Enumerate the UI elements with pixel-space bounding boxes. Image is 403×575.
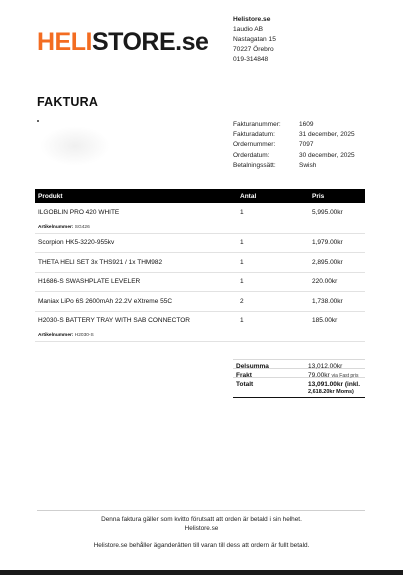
total-row bbox=[233, 378, 365, 398]
company-line-1: 1audio AB bbox=[233, 26, 264, 33]
item-qty: 1 bbox=[237, 253, 309, 273]
meta-value: 7097 bbox=[299, 141, 314, 149]
meta-label: Orderdatum: bbox=[233, 151, 270, 159]
table-row bbox=[35, 203, 365, 222]
shipping-method: via Fast pris bbox=[331, 373, 359, 379]
subtotal-label: Delsumma bbox=[236, 363, 269, 370]
item-product: Maniax LiPo 6S 2600mAh 22.2V eXtreme 55C bbox=[35, 292, 237, 312]
logo-heli: HELI bbox=[37, 28, 92, 56]
footer-line-1: Denna faktura gäller som kvitto förutsatt att orden är betald i sin helhet. bbox=[101, 516, 302, 523]
total-vat: 2,618.20kr Moms) bbox=[308, 389, 354, 395]
bottom-edge bbox=[0, 570, 403, 575]
address-marker bbox=[37, 120, 39, 122]
item-price: 1,738.00kr bbox=[309, 292, 365, 312]
meta-value: Swish bbox=[299, 161, 317, 169]
item-product: H2030-S BATTERY TRAY WITH SAB CONNECTOR bbox=[38, 317, 190, 325]
sku-value: SG426 bbox=[74, 224, 90, 230]
meta-value: 31 december, 2025 bbox=[299, 131, 355, 139]
footer-line-2: Helistore.se bbox=[184, 525, 219, 532]
meta-row bbox=[233, 140, 355, 150]
sku-label: Artikelnummer: bbox=[38, 333, 74, 338]
company-name: Helistore.se bbox=[233, 16, 271, 23]
shipping-row bbox=[233, 369, 365, 378]
table-row bbox=[35, 311, 365, 330]
item-qty: 1 bbox=[237, 272, 309, 292]
company-address bbox=[233, 15, 276, 65]
table-row bbox=[35, 253, 365, 273]
meta-row bbox=[233, 151, 355, 161]
redacted-address bbox=[40, 126, 110, 166]
item-product: ILGOBLIN PRO 420 WHITE bbox=[38, 208, 120, 216]
header-product: Produkt bbox=[35, 189, 237, 203]
totals-summary bbox=[233, 359, 365, 398]
meta-row bbox=[233, 120, 355, 130]
item-price: 220.00kr bbox=[309, 272, 365, 292]
footer-divider bbox=[37, 510, 365, 511]
table-row bbox=[35, 233, 365, 253]
item-product: Scorpion HK5-3220-955kv bbox=[35, 233, 237, 253]
document-title: FAKTURA bbox=[37, 95, 99, 109]
item-price: 5,995.00kr bbox=[312, 208, 343, 216]
total-incl: (inkl. bbox=[344, 381, 361, 388]
subtotal-value: 13,012.00kr bbox=[308, 363, 343, 370]
order-items-table bbox=[35, 189, 365, 342]
sku-value: H2030-S bbox=[74, 333, 94, 338]
meta-value: 1609 bbox=[299, 121, 314, 128]
item-price: 2,895.00kr bbox=[309, 253, 365, 273]
footer-notice bbox=[0, 515, 403, 533]
meta-label: Fakturadatum: bbox=[233, 131, 275, 139]
item-price: 1,979.00kr bbox=[309, 233, 365, 253]
total-value: 13,091.00kr bbox=[308, 381, 344, 388]
item-product: H1686-S SWASHPLATE LEVELER bbox=[35, 272, 237, 292]
item-product: THETA HELI SET 3x THS921 / 1x THM982 bbox=[35, 253, 237, 273]
shipping-value: 79.00kr bbox=[308, 372, 330, 379]
item-qty: 2 bbox=[237, 292, 309, 312]
meta-label: Fakturanummer: bbox=[233, 121, 281, 128]
invoice-meta bbox=[233, 120, 355, 171]
table-row-sku bbox=[35, 330, 365, 342]
item-price: 185.00kr bbox=[312, 317, 338, 325]
company-line-2: Nastagatan 15 bbox=[233, 36, 276, 43]
table-row bbox=[35, 272, 365, 292]
table-row-sku bbox=[35, 222, 365, 234]
meta-row bbox=[233, 130, 355, 140]
footer-ownership: Helistore.se behåller äganderätten till varan till dess att ordern är fullt betald. bbox=[93, 542, 310, 549]
sku-label: Artikelnummer: bbox=[38, 224, 74, 230]
company-line-3: 70227 Örebro bbox=[233, 46, 274, 53]
table-row bbox=[35, 292, 365, 312]
meta-row bbox=[233, 161, 355, 171]
item-qty: 1 bbox=[240, 208, 244, 216]
shipping-label: Frakt bbox=[236, 372, 252, 379]
total-label: Totalt bbox=[236, 381, 254, 388]
company-line-4: 019-314848 bbox=[233, 56, 269, 63]
item-qty: 1 bbox=[237, 233, 309, 253]
meta-label: Ordernummer: bbox=[233, 141, 276, 149]
store-logo bbox=[37, 30, 208, 55]
subtotal-row bbox=[233, 359, 365, 369]
table-header-row bbox=[35, 189, 365, 203]
meta-value: 30 december, 2025 bbox=[299, 151, 355, 159]
header-price: Pris bbox=[309, 189, 365, 203]
meta-label: Betalningssätt: bbox=[233, 161, 276, 169]
logo-store: STORE.se bbox=[91, 28, 209, 56]
header-qty: Antal bbox=[237, 189, 309, 203]
item-qty: 1 bbox=[240, 317, 244, 325]
